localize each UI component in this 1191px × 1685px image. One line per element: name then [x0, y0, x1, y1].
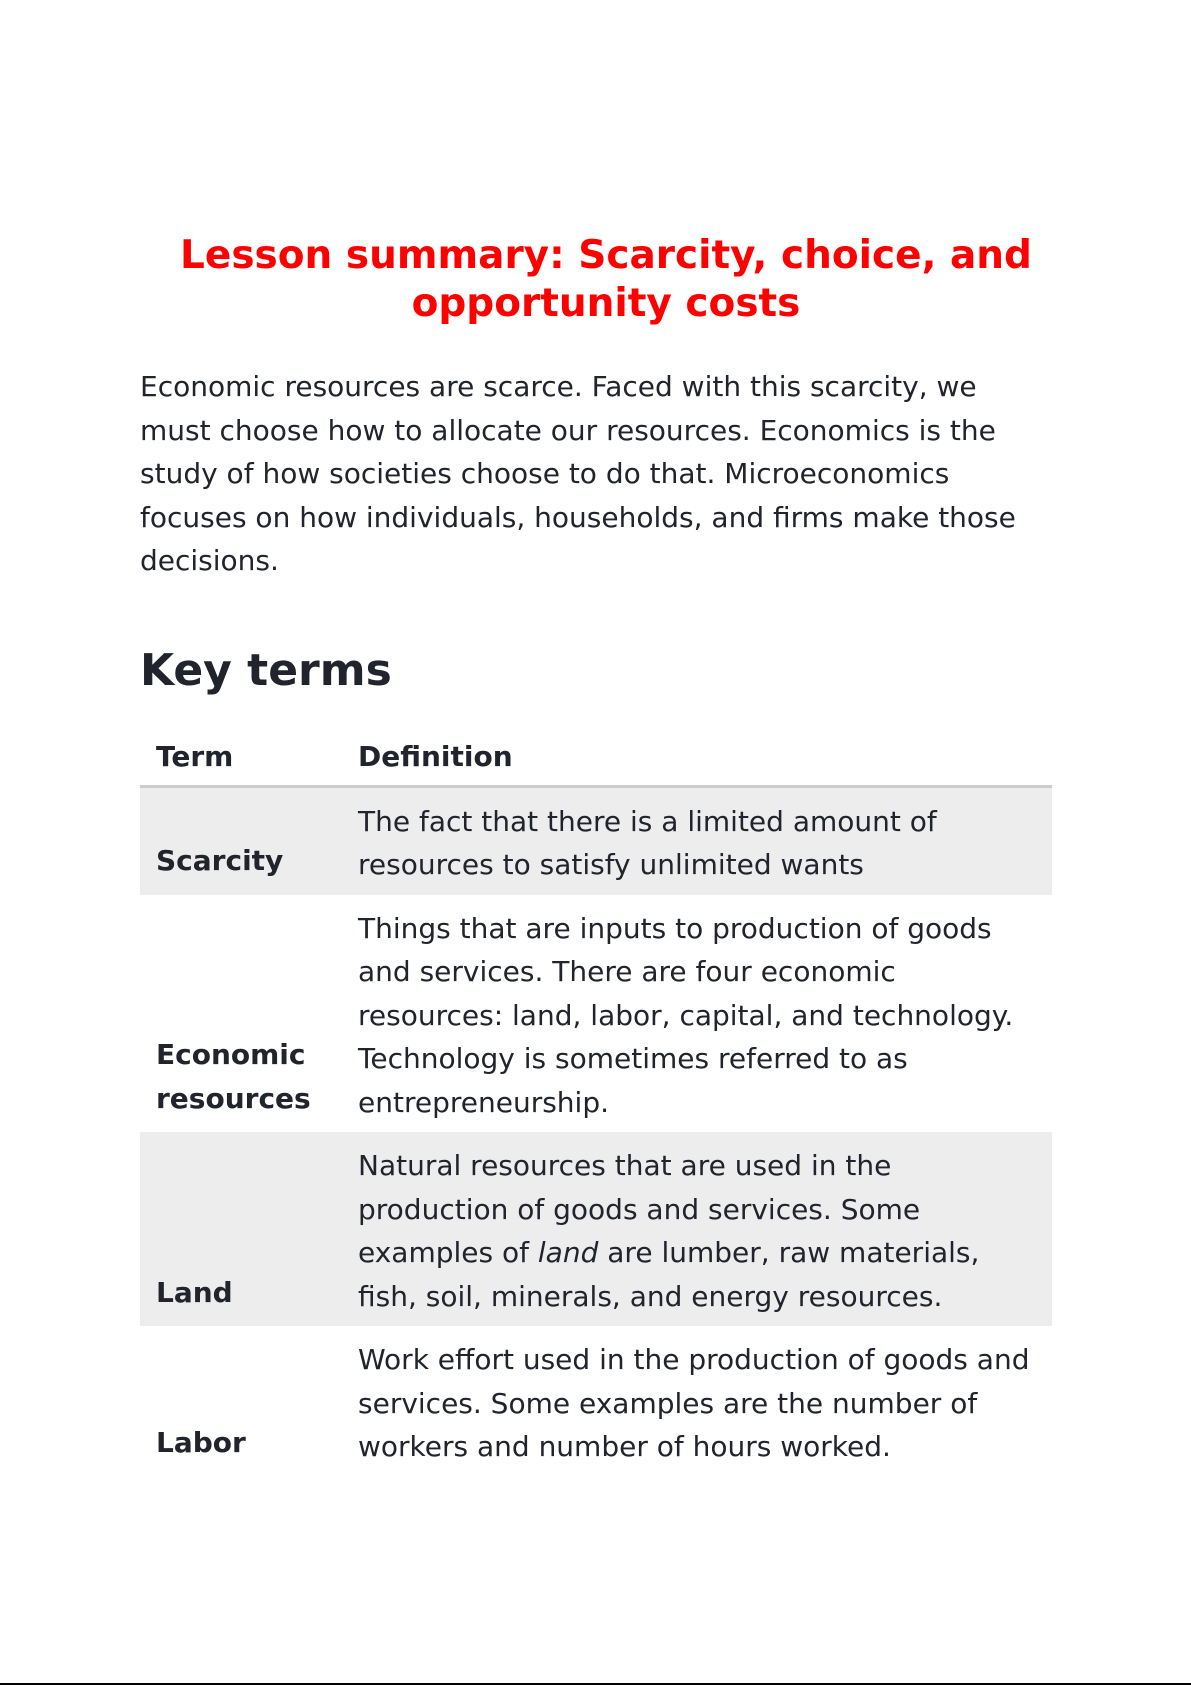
definition-cell: The fact that there is a limited amount of resources to satisfy unlimited wants: [342, 786, 1052, 895]
definition-text: are lumber, raw materials, fish, soil, minerals, and energy resources.: [358, 1236, 980, 1313]
definition-column-header: Definition: [342, 735, 1052, 787]
key-terms-heading: Key terms: [140, 644, 392, 696]
definition-cell: [342, 1132, 1052, 1326]
key-terms-table: [140, 735, 1052, 1477]
definition-cell: Work effort used in the production of goods and services. Some examples are the number of workers and number of hours worked.: [358, 1343, 1030, 1463]
term-cell: Labor: [156, 1426, 246, 1459]
term-column-header: Term: [140, 735, 342, 787]
term-cell: Land: [140, 1132, 342, 1326]
table-row: [140, 1132, 1052, 1326]
term-cell: Scarcity: [140, 786, 342, 895]
intro-paragraph: Economic resources are scarce. Faced with this scarcity, we must choose how to allocate our resources. Economics is the study of how societies choose to do that. Microeconomics focuses on how individuals, households, and firms make those decisions.: [140, 370, 1016, 577]
document-page: [140, 232, 1052, 1477]
table-row: [140, 786, 1052, 895]
definition-text: Natural resources that are used in the production of goods and services. Some examples of: [358, 1149, 921, 1269]
definition-cell: Things that are inputs to production of goods and services. There are four economic resources: land, labor, capital, and technology. Technology is sometimes referred to as entrepreneurship.: [358, 911, 1014, 1119]
table-row: [140, 895, 1052, 1133]
table-header-row: [140, 735, 1052, 787]
page-title: Lesson summary: Scarcity, choice, and opportunity costs: [180, 233, 1032, 326]
emphasized-term: land: [537, 1236, 599, 1269]
term-cell: Economic resources: [156, 1038, 311, 1115]
table-row: [140, 1326, 1052, 1477]
